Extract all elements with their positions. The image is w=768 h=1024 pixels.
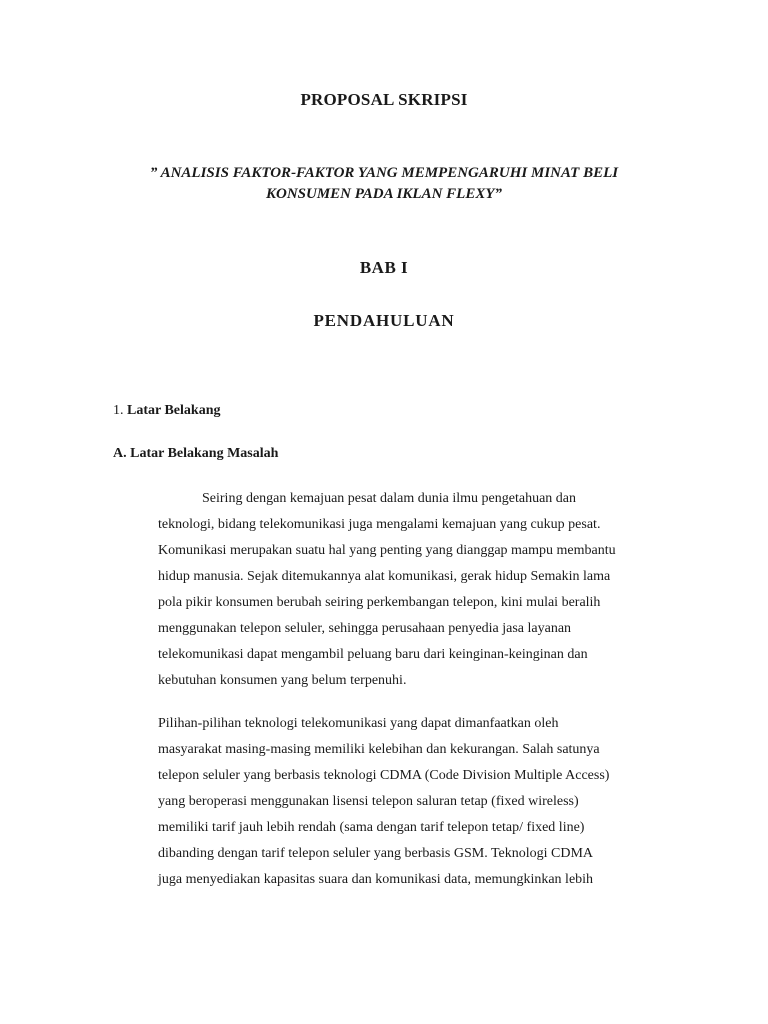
paragraph-line: telepon seluler yang berbasis teknologi CDMA (Code Division Multiple Access): [158, 768, 610, 783]
paragraph-line: memiliki tarif jauh lebih rendah (sama dengan tarif telepon tetap/ fixed line): [158, 820, 585, 835]
chapter-title: PENDAHULUAN: [313, 311, 455, 330]
thesis-title-line-2: KONSUMEN PADA IKLAN FLEXY”: [265, 186, 502, 202]
chapter-number: BAB I: [359, 258, 409, 277]
document-title: PROPOSAL SKRIPSI: [300, 90, 468, 109]
paragraph-1: [158, 486, 638, 694]
paragraph-line: telekomunikasi dapat mengambil peluang baru dari keinginan-keinginan dan: [158, 647, 588, 662]
paragraph-line: Seiring dengan kemajuan pesat dalam dunia ilmu pengetahuan dan: [202, 491, 576, 506]
paragraph-line: kebutuhan konsumen yang belum terpenuhi.: [158, 673, 407, 688]
section-number: 1.: [113, 403, 127, 418]
section-heading-latar-belakang: [113, 403, 220, 419]
paragraph-2: [158, 711, 638, 893]
paragraph-line: masyarakat masing-masing memiliki kelebihan dan kekurangan. Salah satunya: [158, 742, 600, 757]
section-title: Latar Belakang: [127, 403, 221, 418]
paragraph-line: menggunakan telepon seluler, sehingga perusahaan penyedia jasa layanan: [158, 621, 572, 636]
subsection-heading: A. Latar Belakang Masalah: [113, 446, 279, 461]
paragraph-line: dibanding dengan tarif telepon seluler yang berbasis GSM. Teknologi CDMA: [158, 846, 594, 861]
paragraph-line: hidup manusia. Sejak ditemukannya alat komunikasi, gerak hidup Semakin lama: [158, 569, 611, 584]
paragraph-line: teknologi, bidang telekomunikasi juga mengalami kemajuan yang cukup pesat.: [158, 517, 601, 532]
paragraph-line: juga menyediakan kapasitas suara dan komunikasi data, memungkinkan lebih: [158, 872, 594, 887]
thesis-title-line-1: ” ANALISIS FAKTOR-FAKTOR YANG MEMPENGARUHI MINAT BELI: [149, 165, 619, 181]
paragraph-line: Pilihan-pilihan teknologi telekomunikasi yang dapat dimanfaatkan oleh: [158, 716, 559, 731]
paragraph-line: pola pikir konsumen berubah seiring perkembangan telepon, kini mulai beralih: [158, 595, 601, 610]
paragraph-line: yang beroperasi menggunakan lisensi telepon saluran tetap (fixed wireless): [158, 794, 579, 809]
paragraph-line: Komunikasi merupakan suatu hal yang penting yang dianggap mampu membantu: [158, 543, 616, 558]
